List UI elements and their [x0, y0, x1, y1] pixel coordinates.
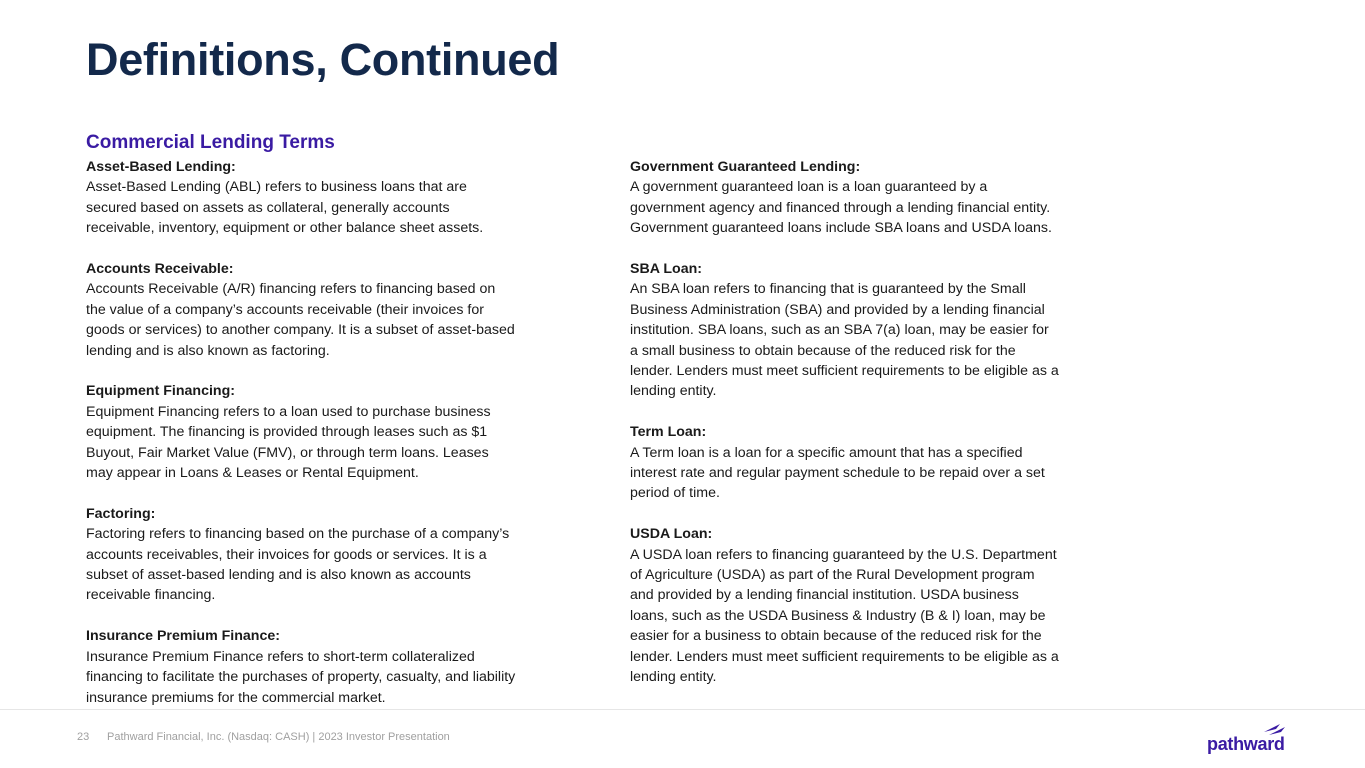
definition-term: Equipment Financing: — [86, 383, 235, 400]
definition-text: A Term loan is a loan for a specific amount that has a specified interest rate and regular payment schedule to be repaid over a set period of time. — [630, 444, 1045, 502]
definition-item — [86, 157, 516, 239]
footer-caption: Pathward Financial, Inc. (Nasdaq: CASH) | 2023 Investor Presentation — [107, 731, 450, 743]
definition-text: Factoring refers to financing based on the purchase of a company’s accounts receivables, their invoices for goods or services. It is a subset of asset-based lending and is also known as accounts receivable financing. — [86, 526, 510, 604]
definition-item — [86, 504, 516, 606]
page-number: 23 — [77, 731, 90, 743]
definition-term: Government Guaranteed Lending: — [630, 159, 861, 175]
definition-term: USDA Loan: — [630, 526, 713, 543]
definition-term: SBA Loan: — [630, 261, 702, 278]
definition-text: Accounts Receivable (A/R) financing refers to financing based on the value of a company’s accounts receivable (their invoices for goods or services) to another company. It is a subset of asset-based lending and is also known as factoring. — [86, 281, 515, 359]
definition-term: Factoring: — [86, 505, 156, 522]
definition-text: A government guaranteed loan is a loan guaranteed by a government agency and financed through a lending financial entity. Government guaranteed loans include SBA loans and USDA loans. — [630, 179, 1052, 237]
definition-text: Equipment Financing refers to a loan used to purchase business equipment. The financing is provided through leases such as $1 Buyout, Fair Market Value (FMV), or through term loans. Leases may appear in Loans & Leases or Rental Equipment. — [86, 403, 491, 482]
definition-item — [630, 259, 1060, 402]
definition-text: Asset-Based Lending (ABL) refers to business loans that are secured based on assets as collateral, generally accounts receivable, inventory, equipment or other balance sheet assets. — [86, 179, 484, 237]
section-heading: Commercial Lending Terms — [86, 132, 335, 153]
page-title: Definitions, Continued — [86, 34, 560, 85]
definition-text: A USDA loan refers to financing guaranteed by the U.S. Department of Agriculture (USDA) as part of the Rural Development program and provided by a lending financial institution. USDA business loans, such as the USDA Business & Industry (B & I) loan, may be easier for a business to obtain because of the reduced risk for the lender. Lenders must meet sufficient requirements to be eligible as a lending entity. — [630, 546, 1059, 686]
pathward-logo — [1206, 722, 1292, 756]
definition-term: Term Loan: — [630, 424, 707, 441]
definition-item — [86, 626, 516, 708]
left-definitions-column — [86, 157, 516, 708]
definition-item — [86, 259, 516, 361]
right-definitions-column — [630, 157, 1060, 688]
definition-item — [630, 524, 1060, 687]
footer-divider — [0, 709, 1365, 710]
definition-term: Asset-Based Lending: — [86, 159, 236, 175]
definition-item — [630, 157, 1060, 239]
pathward-wordmark: pathward — [1207, 734, 1285, 754]
definition-item — [86, 381, 516, 483]
definition-text: Insurance Premium Finance refers to short-term collateralized financing to facilitate the purchases of property, casualty, and liability insurance premiums for the commercial market. — [86, 648, 516, 706]
definition-term: Insurance Premium Finance: — [86, 628, 280, 645]
definition-term: Accounts Receivable: — [86, 261, 234, 278]
definition-item — [630, 422, 1060, 504]
definition-text: An SBA loan refers to financing that is guaranteed by the Small Business Administration (SBA) and provided by a lending financial institution. SBA loans, such as an SBA 7(a) loan, may be easier for a small business to obtain because of the reduced risk for the lender. Lenders must meet sufficient requirements to be eligible as a lending entity. — [630, 281, 1059, 400]
